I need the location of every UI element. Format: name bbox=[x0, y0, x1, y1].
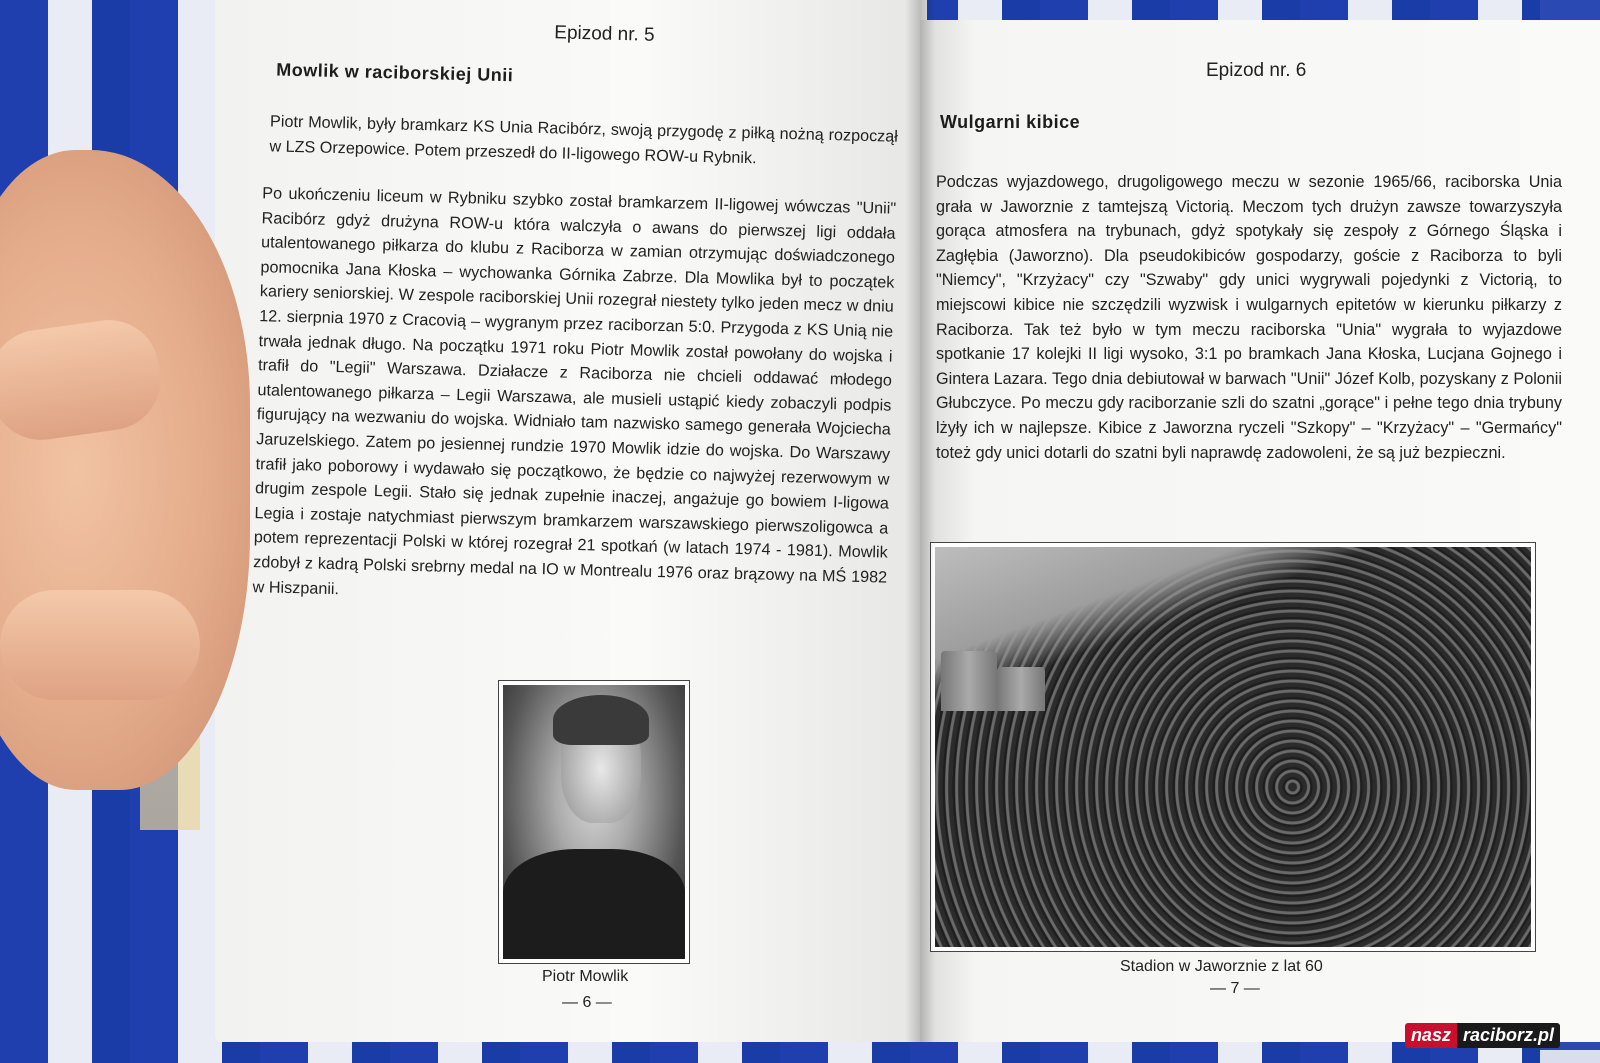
left-page bbox=[215, 0, 927, 1042]
right-page-number: — 7 — bbox=[1210, 980, 1260, 997]
stadium-photo bbox=[930, 542, 1536, 952]
portrait-hair bbox=[553, 695, 649, 745]
left-photo-caption: Piotr Mowlik bbox=[542, 968, 629, 985]
left-article-title: Mowlik w raciborskiej Unii bbox=[276, 59, 514, 86]
right-paragraph-1: Podczas wyjazdowego, drugoligowego meczu w sezonie 1965/66, raciborska Unia grała w Jaworznie z tamtejszą Victorią. Meczom tych drużyn zawsze towarzyszyła gorąca atmosfera na trybunach, gdyż spotykały się zespoły z Górnego Śląska i Zagłębia (Jaworzno). Dla pseudokibiców gospodarzy, goście z Raciborza to byli "Niemcy", "Krzyżacy" czy "Szwaby" gdy unici wygrywali pojedynki z Victorią, to miejscowi kibice nie szczędzili wyzwisk i wulgarnych epitetów w kierunku piłkarzy z Raciborza. Tak też było w tym meczu raciborska "Unia" wygrała to wyjazdowe spotkanie 17 kolejki II ligi wysoko, 3:1 po bramkach Jana Kłoska, Lucjana Gojnego i Gintera Lazara. Tego dnia debiutował w barwach "Unii" Józef Kolb, pozyskany z Polonii Głubczyce. Po meczu gdy raciborzanie szli do szatni „gorące" i pełne tego dnia trybuny lżyły ich w najlepsze. Kibice z Jaworzna ryczeli "Szkopy" – "Krzyżacy" – "Germańcy" toteż gdy unici dotarli do szatni byli naprawdę zadowoleni, że są już bezpieczni. bbox=[936, 173, 1562, 462]
finger-upper bbox=[0, 314, 167, 447]
right-page bbox=[920, 20, 1600, 1042]
right-episode-label: Epizod nr. 6 bbox=[1206, 60, 1307, 81]
watermark-part-1: nasz bbox=[1405, 1023, 1457, 1048]
portrait-image bbox=[503, 685, 685, 959]
watermark-logo bbox=[1405, 1021, 1560, 1049]
hand bbox=[0, 150, 250, 790]
portrait-photo bbox=[498, 680, 690, 964]
thumb bbox=[0, 590, 200, 700]
left-paragraph-2: Po ukończeniu liceum w Rybniku szybko został bramkarzem II-ligowej wówczas "Unii" Racibórz gdyż drużyna ROW-u która walczyła o awans do pierwszej ligi oddała utalentowanego piłkarza do klubu z Raciborza w zamian otrzymując doświadczonego pomocnika Jana Kłoska – wychowanka Górnika Zabrze. Dla Mowlika był to początek kariery seniorskiej. W zespole raciborskiej Unii rozegrał niestety tylko jeden mecz w dniu 12. sierpnia 1970 z Cracovią – wygranym przez raciborzan 5:0. Przygoda z KS Unią nie trwała jednak długo. Na początku 1971 roku Piotr Mowlik został powołany do wojska i trafił do "Legii" Warszawa. Działacze z Raciborza nie chcieli oddawać młodego utalentowanego piłkarza – Legii Warszawa, ale musieli ustąpić kiedy zobaczyli podpis figurujący na wezwaniu do wojska. Widniało tam nazwisko samego generała Wojciecha Jaruzelskiego. Zatem po jesiennej rundzie 1970 Mowlik idzie do wojska. Do Warszawy trafił jako poborowy i wydawało się początkowo, że będzie co najwyżej rezerwowym w drugim zespole Legii. Stało się jednak zupełnie inaczej, angażuje go bowiem I-ligowa Legia i zostaje natychmiast pierwszym bramkarzem warszawskiego pierwszoligowca a potem reprezentacji Polski w której rozegrał 21 spotkań (w latach 1974 - 1981). Mowlik zdobył z kadrą Polski srebrny medal na IO w Montrealu 1976 oraz brązowy na MŚ 1982 w Hiszpanii. bbox=[252, 184, 897, 598]
portrait-sweater bbox=[503, 849, 685, 959]
watermark-part-2: raciborz.pl bbox=[1457, 1023, 1560, 1048]
gas-tank-2 bbox=[997, 667, 1045, 711]
gas-tank-1 bbox=[941, 651, 997, 711]
left-episode-label: Epizod nr. 5 bbox=[554, 22, 655, 46]
left-paragraph-1: Piotr Mowlik, były bramkarz KS Unia Racibórz, swoją przygodę z piłką nożną rozpoczął w LZS Orzepowice. Potem przeszedł do II-ligowego ROW-u Rybnik. bbox=[269, 112, 899, 167]
right-photo-caption: Stadion w Jaworznie z lat 60 bbox=[1120, 958, 1323, 975]
right-article-title: Wulgarni kibice bbox=[940, 112, 1081, 132]
crowd-image bbox=[935, 547, 1531, 947]
book-gutter-shadow bbox=[905, 0, 935, 1042]
left-page-number: — 6 — bbox=[562, 994, 612, 1011]
